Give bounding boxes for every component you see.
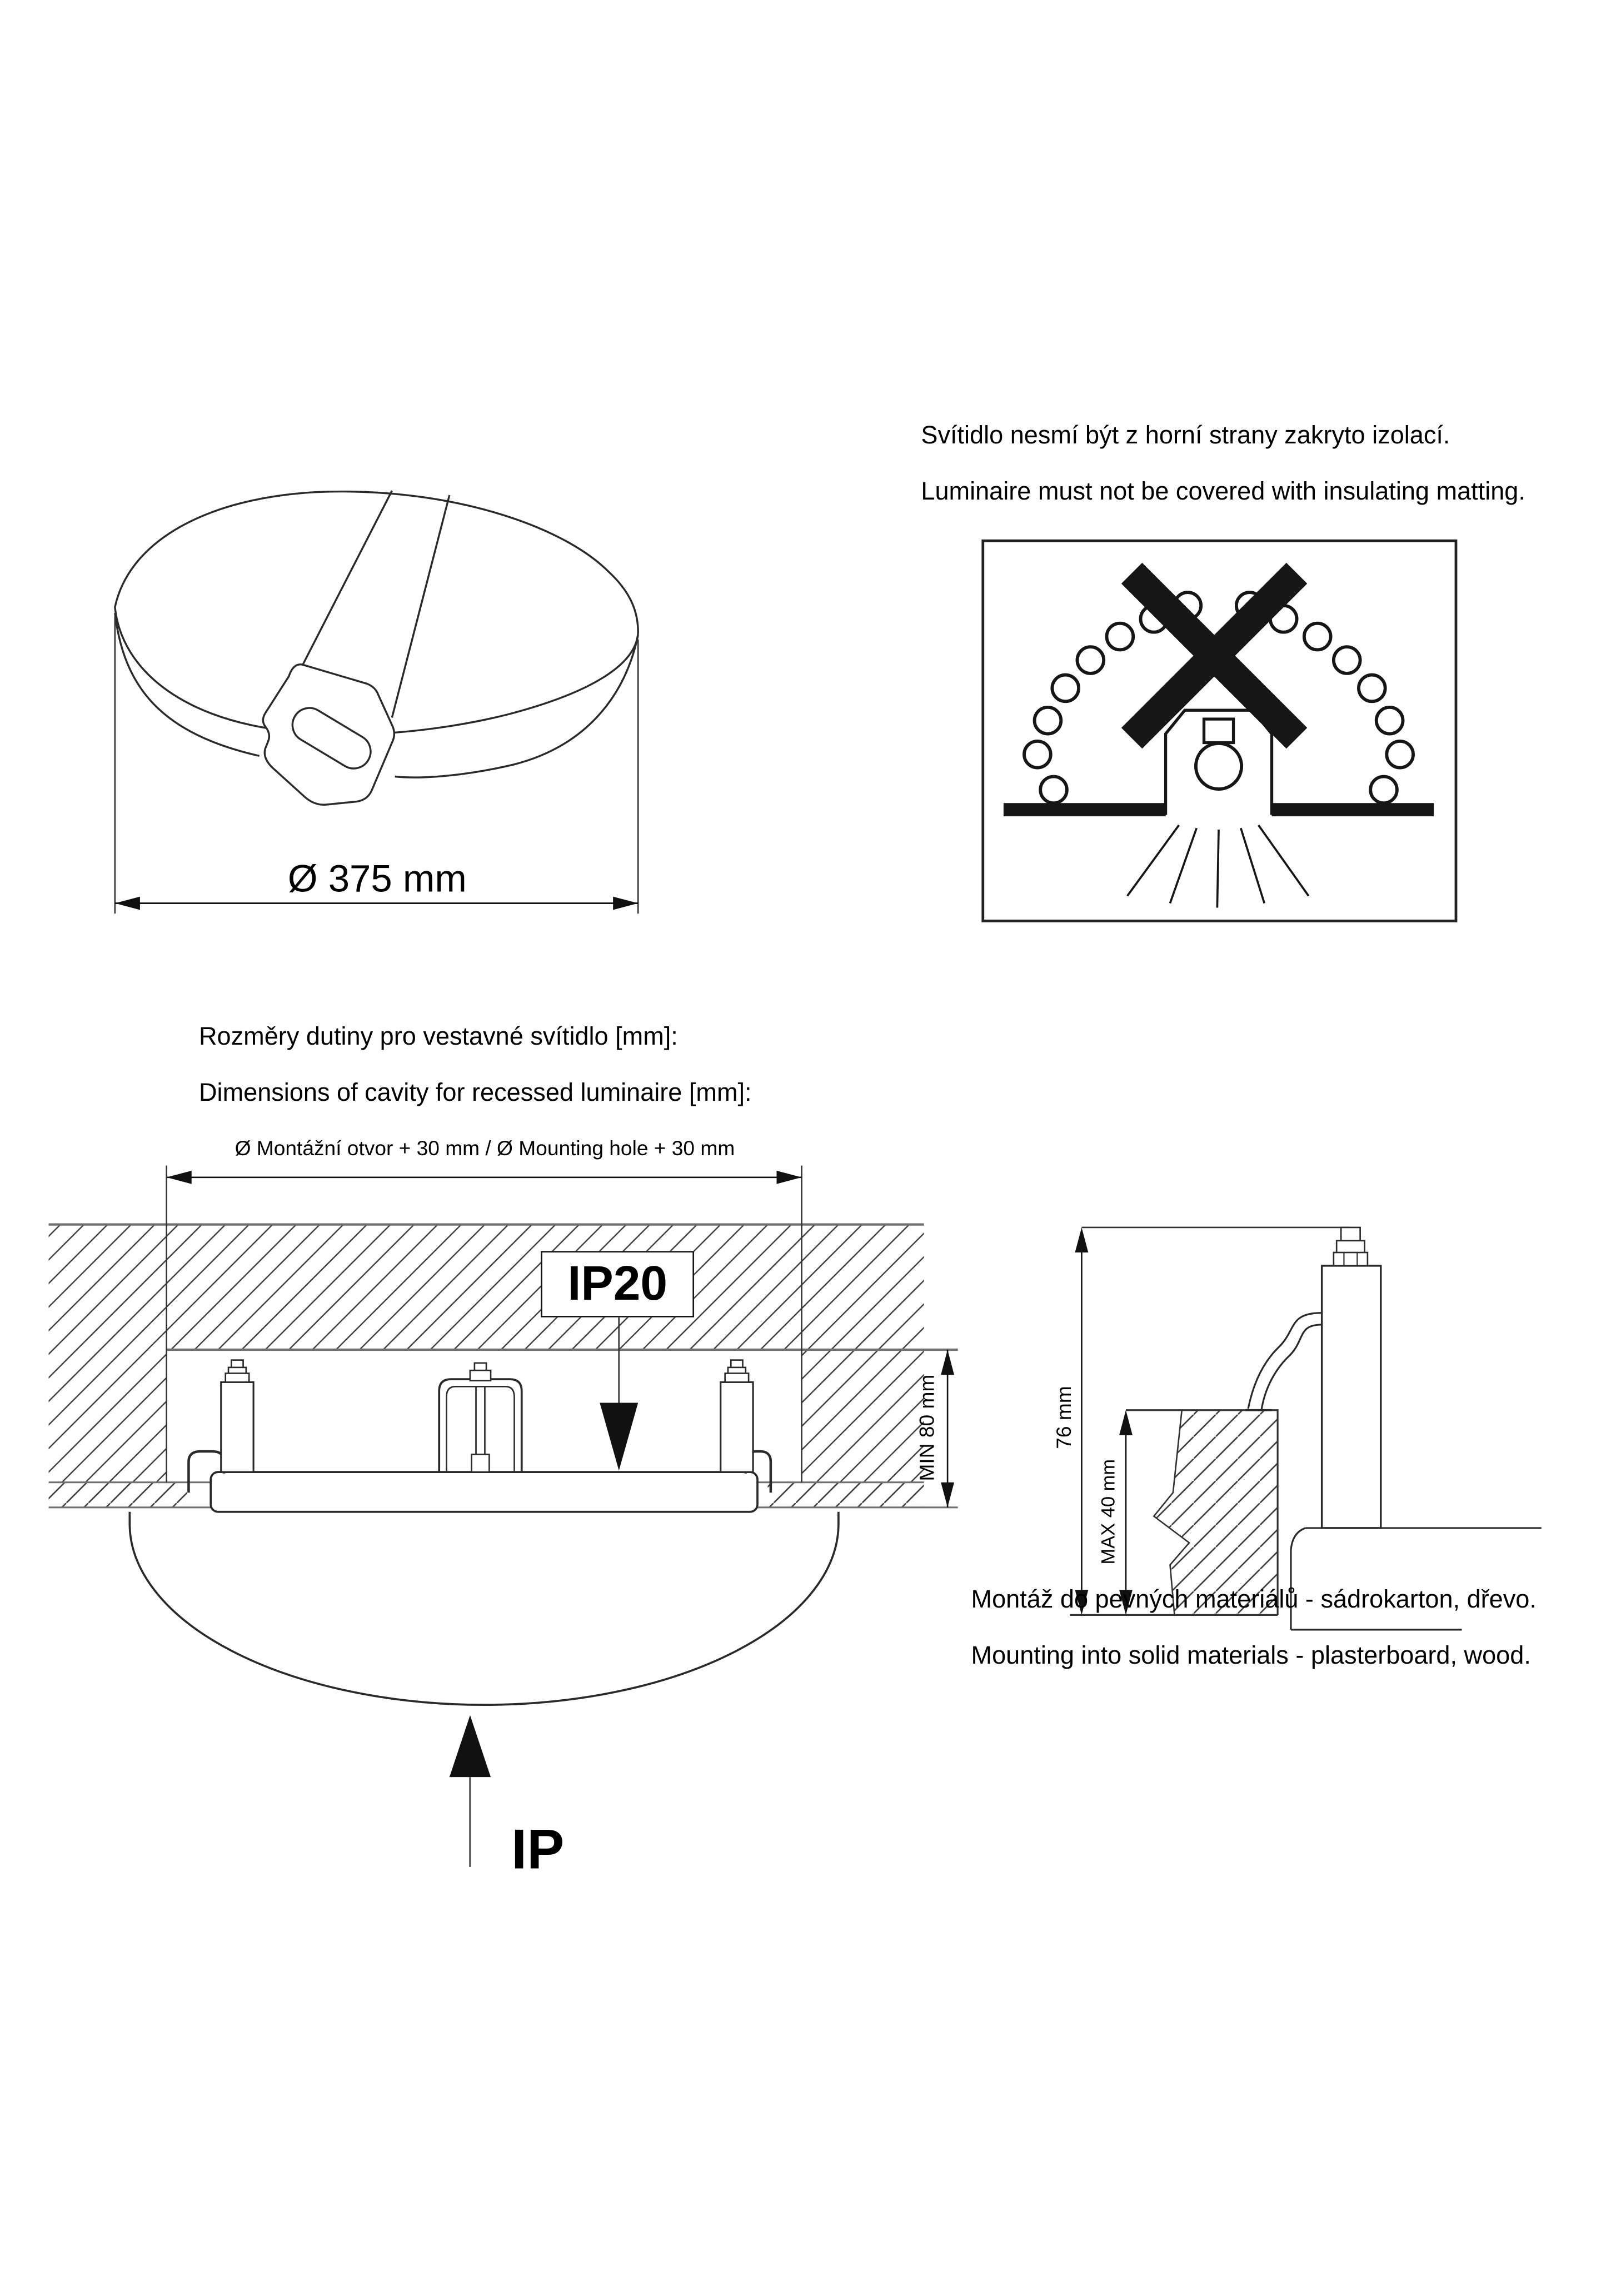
mounting-note-cs: Montáž do pevných materiálů - sádrokarton, dřevo. [971, 1585, 1537, 1614]
thickness-arrow-up-icon [1119, 1410, 1133, 1435]
clip-post [1322, 1266, 1381, 1528]
height-arrow-up-icon [1075, 1227, 1088, 1252]
spring-clip-right [721, 1360, 753, 1473]
dim-arrow-left-icon [115, 897, 140, 910]
up-arrow-icon [450, 1715, 491, 1777]
mounting-hole-dimension-label: Ø Montážní otvor + 30 mm / Ø Mounting hole + 30 mm [235, 1136, 735, 1160]
strap-right-edge [392, 495, 449, 717]
luminaire-base [211, 1472, 757, 1512]
ceiling-bar-left [1004, 803, 1166, 816]
center-mounting-bracket [439, 1363, 522, 1472]
dim-arrow-right-icon [613, 897, 638, 910]
ceiling-board-hatch-left [49, 1483, 187, 1508]
no-insulation-pictogram [983, 541, 1456, 921]
luminaire-top-view [115, 491, 638, 914]
strap-left-edge [302, 491, 392, 666]
strap-bracket [263, 665, 394, 805]
ip-marking-label: IP [511, 1819, 565, 1882]
ip-up-arrow [450, 1715, 491, 1867]
top-view-diameter-label: Ø 375 mm [287, 856, 467, 901]
mounting-note-en: Mounting into solid materials - plasterboard, wood. [971, 1641, 1531, 1670]
clip-height-label: 76 mm [1051, 1386, 1076, 1449]
ip20-down-arrow-icon [600, 1403, 638, 1471]
min-depth-arrow-down-icon [941, 1483, 954, 1508]
diffuser-dome [129, 1512, 839, 1705]
lamp-bulb [1196, 743, 1241, 789]
clip-detail-diagram [1070, 1227, 1542, 1630]
ceiling-board-hatch-right [768, 1483, 924, 1508]
fixture-body-right-arc [395, 635, 639, 777]
insulation-note-cs: Svítidlo nesmí být z horní strany zakryto izolací. [921, 421, 1450, 450]
hole-dim-arrow-right-icon [776, 1171, 801, 1184]
min-depth-arrow-up-icon [941, 1350, 954, 1375]
ip20-rating-badge: IP20 [541, 1251, 694, 1317]
cavity-heading-en: Dimensions of cavity for recessed luminaire [mm]: [198, 1079, 752, 1107]
clip-screw [1334, 1227, 1368, 1266]
spring-arm [1245, 1313, 1322, 1410]
insulation-note-en: Luminaire must not be covered with insulating matting. [921, 477, 1525, 506]
min-depth-label: MIN 80 mm [915, 1374, 939, 1481]
fixture-body-left-arc [115, 613, 260, 756]
ceiling-bar-right [1272, 803, 1434, 816]
cavity-cross-section-diagram [49, 1166, 958, 1705]
spring-clip-left [221, 1360, 253, 1473]
ceiling-hatch [49, 1225, 924, 1483]
hole-dim-arrow-left-icon [167, 1171, 192, 1184]
max-thickness-label: MAX 40 mm [1096, 1459, 1119, 1565]
cavity-heading-cs: Rozměry dutiny pro vestavné svítidlo [mm]: [198, 1022, 678, 1051]
